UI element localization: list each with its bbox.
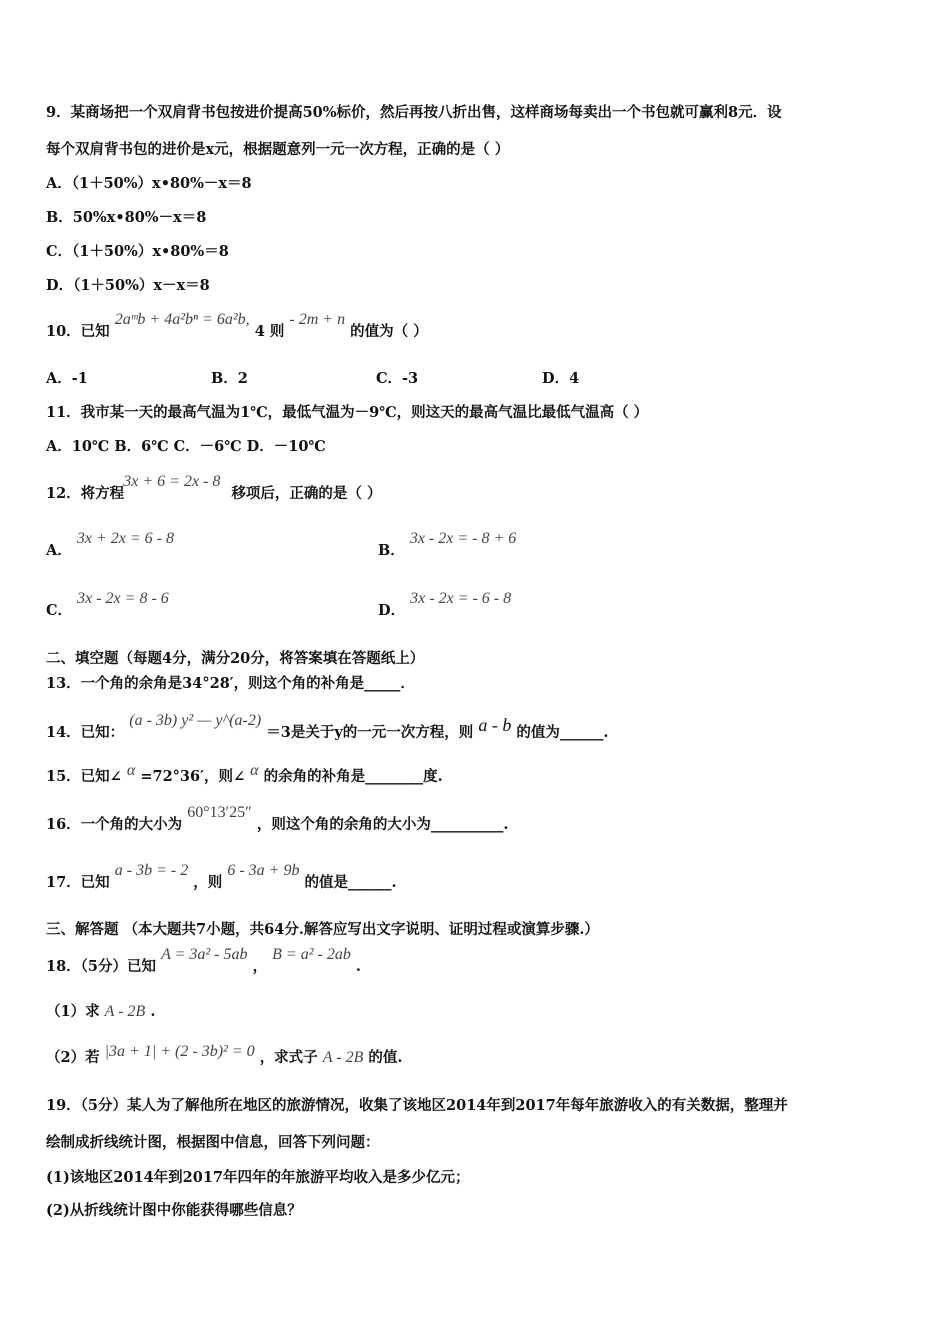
section-2-heading: 二、填空题（每题4分，满分20分，将答案填在答题纸上） (46, 650, 425, 667)
q10-option-c: C．-3 (376, 370, 419, 387)
q12-equation: 3x + 6 = 2x - 8 (123, 473, 221, 490)
q18-b-def: B = a² - 2ab (272, 946, 351, 963)
q17-expression: 6 - 3a + 9b (227, 862, 300, 879)
q18-stem (46, 946, 361, 977)
q12-option-a-eq: 3x + 2x = 6 - 8 (76, 530, 174, 547)
q15-prefix: 15．已知∠ (46, 768, 122, 785)
q14-prefix: 14．已知： (46, 724, 125, 741)
q17-suffix: 的值是______. (304, 874, 397, 891)
q14-mid: ＝3是关于y的一元一次方程，则 (266, 724, 474, 741)
q19-line1: 19．（5分）某人为了解他所在地区的旅游情况，收集了该地区2014年到2017年每年旅游收入的有关数据，整理并 (46, 1097, 788, 1114)
q18-part2 (46, 1043, 403, 1068)
q12-prefix: 12．将方程 (46, 485, 125, 502)
q12-option-c (46, 590, 169, 621)
q18-part1-suffix: . (150, 1003, 156, 1020)
q12-suffix: 移项后，正确的是（ ） (231, 485, 382, 502)
q18-part1-prefix: （1）求 (46, 1003, 100, 1020)
q9-line2: 每个双肩背书包的进价是x元，根据题意列一元一次方程，正确的是（ ） (46, 141, 510, 158)
q12-option-c-eq: 3x - 2x = 8 - 6 (77, 590, 169, 607)
q12-option-a-label: A． (46, 542, 72, 559)
q15-stem (46, 762, 443, 787)
q10-option-b: B．2 (211, 370, 248, 387)
q10-option-d: D．4 (542, 370, 580, 387)
q18-part2-equation: |3a + 1| + (2 - 3b)² = 0 (104, 1043, 255, 1060)
q9-line1: 9．某商场把一个双肩背书包按进价提高50%标价，然后再按八折出售，这样商场每卖出一个书包就可赢利8元．设 (46, 104, 782, 121)
q9-option-a: A．（1＋50%）x•80%－x＝8 (46, 175, 252, 192)
q14-suffix: 的值为______. (516, 724, 609, 741)
q13: 13．一个角的余角是34°28′，则这个角的补角是_____． (46, 675, 415, 692)
q18-part2-mid: ，求式子 (259, 1049, 318, 1066)
q9-option-d: D．（1＋50%）x－x＝8 (46, 277, 210, 294)
q18-comma: ， (252, 958, 268, 975)
q19-line3: (1)该地区2014年到2017年四年的年旅游平均收入是多少亿元； (46, 1169, 470, 1186)
q11-options: A．10℃ B．6℃ C．－6℃ D．－10℃ (46, 438, 326, 455)
q17-equation: a - 3b = - 2 (114, 862, 189, 879)
q11-stem: 11．我市某一天的最高气温为1℃，最低气温为－9℃，则这天的最高气温比最低气温高（ ） (46, 404, 649, 421)
q17-mid: ，则 (193, 874, 223, 891)
section-3-heading: 三、解答题 （本大题共7小题，共64分.解答应写出文字说明、证明过程或演算步骤.） (46, 921, 599, 938)
q14-equation: (a - 3b) y² — y^(a-2) (129, 712, 262, 729)
q10-prefix: 10．已知 (46, 323, 110, 340)
q16-prefix: 16．一个角的大小为 (46, 816, 183, 833)
q12-option-d-eq: 3x - 2x = - 6 - 8 (410, 590, 512, 607)
q10-expression: - 2m + n (289, 311, 346, 328)
q9-option-c: C．（1＋50%）x•80%＝8 (46, 243, 229, 260)
q18-end: . (355, 958, 361, 975)
q18-part1 (46, 1002, 155, 1022)
q12-option-b (378, 530, 517, 561)
q10-suffix: 的值为（ ） (350, 323, 428, 340)
q18-part2-prefix: （2）若 (46, 1049, 100, 1066)
q12-option-a (46, 530, 174, 561)
q18-part2-suffix: 的值. (368, 1049, 403, 1066)
q18-prefix: 18．（5分）已知 (46, 958, 157, 975)
q14-expression: a - b (478, 715, 512, 735)
q16-suffix: ，则这个角的余角的大小为__________. (256, 816, 509, 833)
q12-stem (46, 473, 382, 504)
q12-option-c-label: C． (46, 602, 73, 619)
q12-option-b-label: B． (378, 542, 405, 559)
q14-stem (46, 712, 609, 743)
q9-option-b: B．50%x•80%－x＝8 (46, 209, 207, 226)
q10-equation: 2aᵐb + 4a²bⁿ = 6a²b, (114, 311, 250, 328)
q15-suffix: 的余角的补角是________度. (263, 768, 443, 785)
q17-prefix: 17．已知 (46, 874, 110, 891)
q10-stem (46, 311, 428, 342)
q16-stem (46, 804, 509, 835)
q12-option-d (378, 590, 512, 621)
q18-a-def: A = 3a² - 5ab (161, 946, 248, 963)
q19-line2: 绘制成折线统计图，根据图中信息，回答下列问题： (46, 1134, 380, 1151)
q10-mid: 4 则 (254, 323, 285, 340)
q18-part2-expr: A - 2B (322, 1049, 364, 1066)
q15-mid: =72°36′，则∠ (140, 768, 246, 785)
q17-stem (46, 862, 397, 893)
q12-option-d-label: D． (378, 602, 406, 619)
q10-option-a: A．-1 (46, 370, 88, 387)
q12-option-b-eq: 3x - 2x = - 8 + 6 (409, 530, 517, 547)
q15-alpha-2: α (250, 762, 259, 779)
q18-part1-expr: A - 2B (104, 1003, 146, 1020)
q15-alpha-1: α (126, 762, 136, 779)
q19-line4: (2)从折线统计图中你能获得哪些信息？ (46, 1202, 302, 1219)
q16-angle: 60°13′25″ (187, 804, 252, 821)
